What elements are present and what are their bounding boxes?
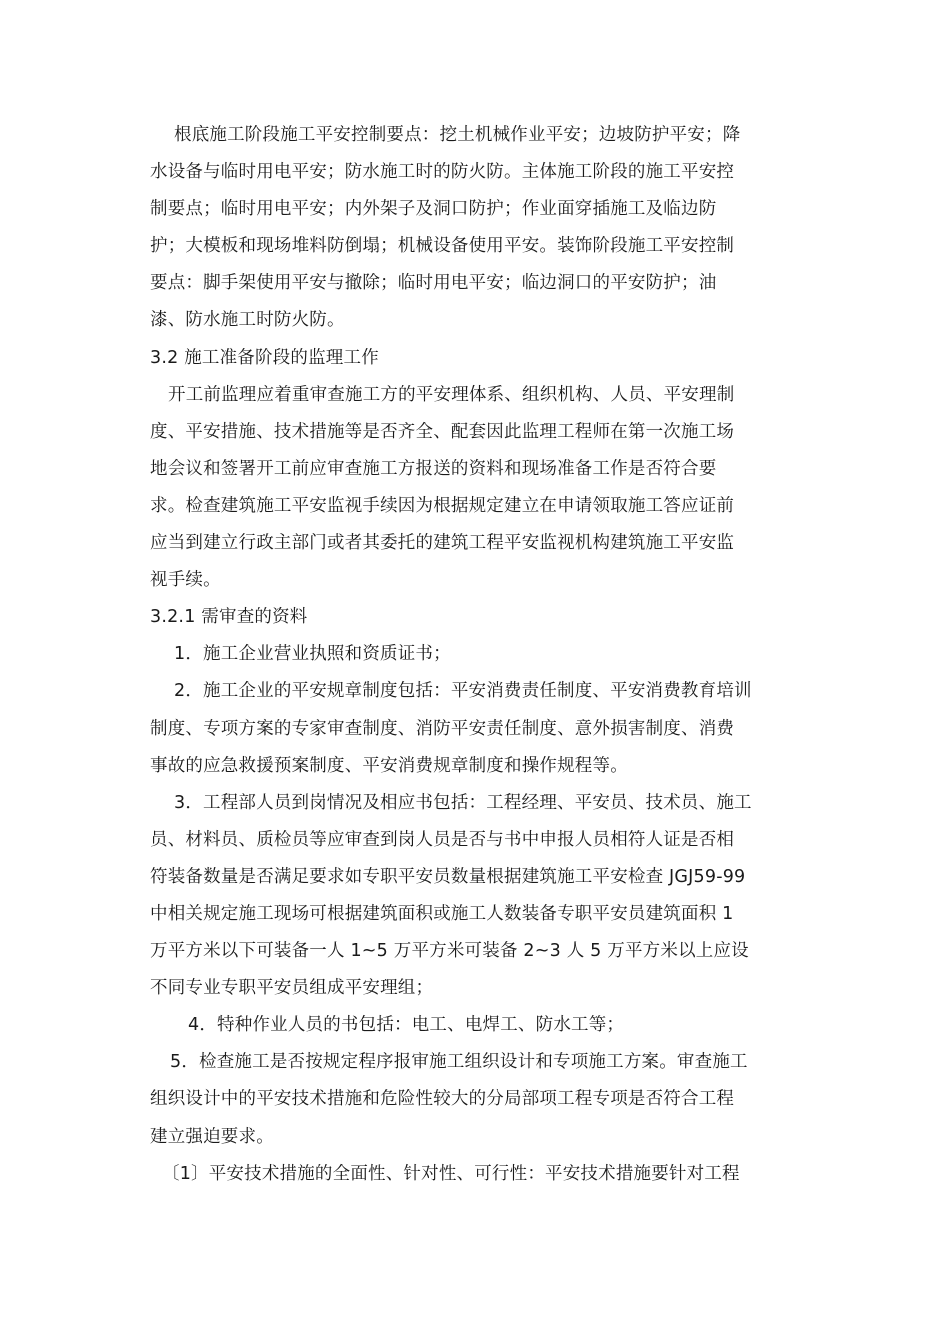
document-page [150, 117, 800, 1193]
paragraph-line: 中相关规定施工现场可根据建筑面积或施工人数装备专职平安员建筑面积 1 [150, 903, 734, 924]
paragraph-line: 制度、专项方案的专家审查制度、消防平安责任制度、意外损害制度、消费 [150, 718, 735, 739]
list-item: 4．特种作业人员的书包括：电工、电焊工、防水工等； [188, 1015, 625, 1036]
paragraph-line: 根底施工阶段施工平安控制要点：挖土机械作业平安；边坡防护平安；降 [174, 125, 741, 145]
paragraph-line: 不同专业专职平安员组成平安理组； [150, 978, 434, 999]
paragraph-line: 事故的应急救援预案制度、平安消费规章制度和操作规程等。 [150, 755, 628, 776]
subsection-heading: 3.2.1 需审查的资料 [150, 607, 308, 628]
paragraph-line: 开工前监理应着重审查施工方的平安理体系、组织机构、人员、平安理制 [168, 384, 735, 405]
paragraph-line: 漆、防水施工时防火防。 [150, 310, 345, 331]
paragraph-line: 地会议和签署开工前应审查施工方报送的资料和现场准备工作是否符合要 [150, 458, 717, 479]
paragraph-line: 组织设计中的平安技术措施和危险性较大的分局部项工程专项是否符合工程 [150, 1089, 735, 1110]
list-item: 1．施工企业营业执照和资质证书； [174, 644, 451, 665]
paragraph-line: 水设备与临时用电平安；防水施工时的防火防。主体施工阶段的施工平安控 [150, 162, 735, 183]
list-item: 〔1〕平安技术措施的全面性、针对性、可行性：平安技术措施要针对工程 [162, 1163, 740, 1184]
paragraph-line: 护；大模板和现场堆料防倒塌；机械设备使用平安。装饰阶段施工平安控制 [150, 236, 735, 257]
paragraph-line: 求。检查建筑施工平安监视手续因为根据规定建立在申请领取施工答应证前 [150, 495, 735, 516]
list-item: 5．检查施工是否按规定程序报审施工组织设计和专项施工方案。审查施工 [170, 1052, 748, 1073]
paragraph-line: 万平方米以下可装备一人 1~5 万平方米可装备 2~3 人 5 万平方米以上应设 [150, 941, 749, 962]
paragraph-line: 符装备数量是否满足要求如专职平安员数量根据建筑施工平安检查 JGJ59-99 [150, 866, 746, 887]
paragraph-line: 视手续。 [150, 570, 221, 591]
paragraph-line: 建立强迫要求。 [150, 1126, 274, 1147]
list-item: 3．工程部人员到岗情况及相应书包括：工程经理、平安员、技术员、施工 [174, 792, 752, 813]
paragraph-line: 员、材料员、质检员等应审查到岗人员是否与书中申报人员相符人证是否相 [150, 829, 735, 850]
paragraph-line: 应当到建立行政主部门或者其委托的建筑工程平安监视机构建筑施工平安监 [150, 533, 735, 554]
paragraph-line: 制要点；临时用电平安；内外架子及洞口防护；作业面穿插施工及临边防 [150, 199, 717, 220]
paragraph-line: 要点：脚手架使用平安与撤除；临时用电平安；临边洞口的平安防护；油 [150, 273, 717, 294]
section-heading: 3.2 施工准备阶段的监理工作 [150, 347, 379, 368]
paragraph-line: 度、平安措施、技术措施等是否齐全、配套因此监理工程师在第一次施工场 [150, 421, 735, 442]
list-item: 2．施工企业的平安规章制度包括：平安消费责任制度、平安消费教育培训 [174, 681, 752, 702]
